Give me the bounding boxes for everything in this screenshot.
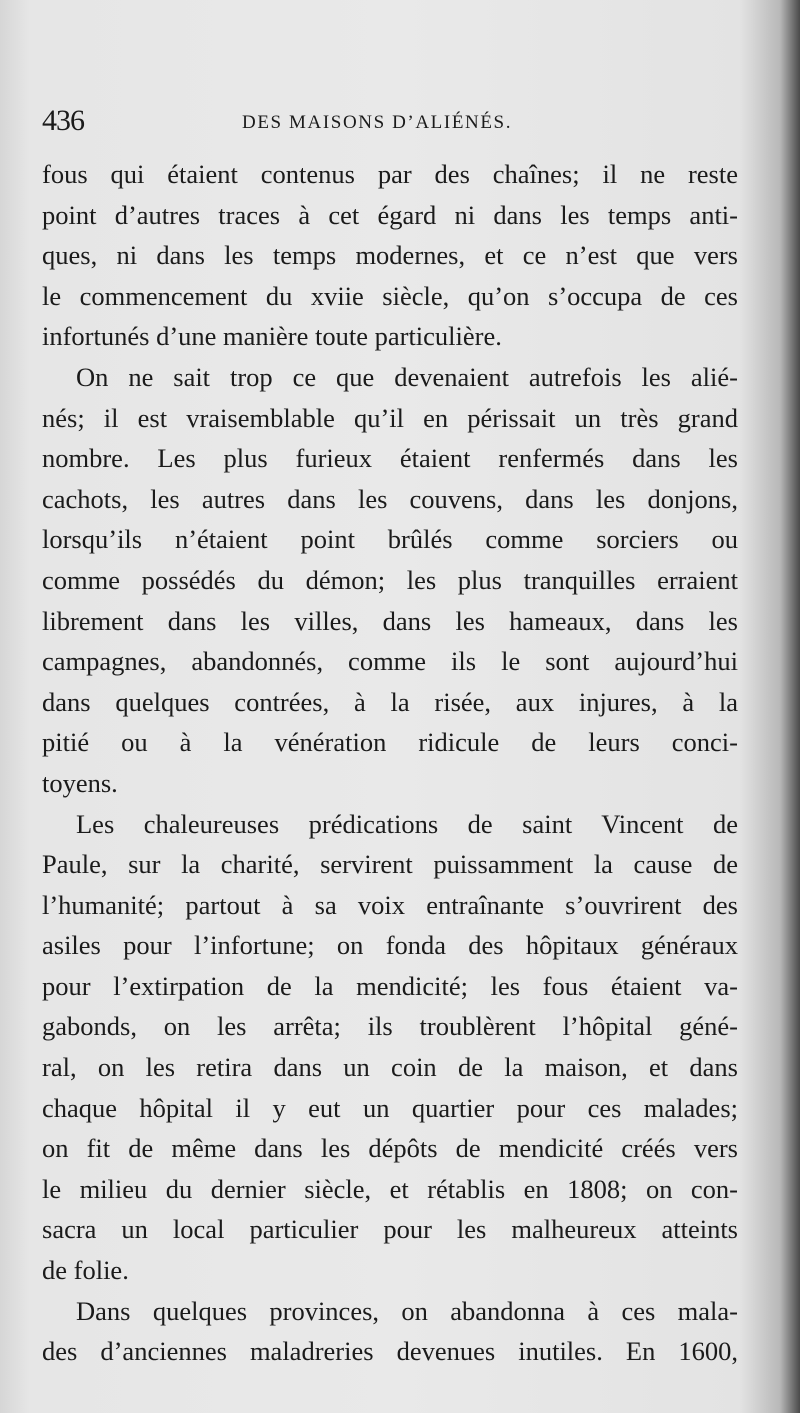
text-line: asiles pour l’infortune; on fonda des hôpitaux généraux <box>42 930 738 961</box>
text-line: Paule, sur la charité, servirent puissamment la cause de <box>42 849 738 880</box>
text-line: Les chaleureuses prédications de saint Vincent de <box>76 808 738 839</box>
text-line: de folie. <box>42 1255 129 1286</box>
text-line: point d’autres traces à cet égard ni dans les temps anti- <box>42 199 738 230</box>
text-line: cachots, les autres dans les couvens, dans les donjons, <box>42 483 738 514</box>
page-number: 436 <box>42 104 84 137</box>
text-line: pour l’extirpation de la mendicité; les fous étaient va- <box>42 970 738 1001</box>
text-line: campagnes, abandonnés, comme ils le sont aujourd’hui <box>42 646 738 677</box>
running-head: DES MAISONS D’ALIÉNÉS. <box>242 112 513 133</box>
text-line: chaque hôpital il y eut un quartier pour ces malades; <box>42 1092 738 1123</box>
text-line: On ne sait trop ce que devenaient autrefois les alié- <box>76 361 738 392</box>
text-line: infortunés d’une manière toute particulière. <box>42 321 502 352</box>
text-line: des d’anciennes maladreries devenues inutiles. En 1600, <box>42 1336 738 1367</box>
text-line: fous qui étaient contenus par des chaînes; il ne reste <box>42 159 738 189</box>
text-line: toyens. <box>42 767 118 798</box>
text-line: gabonds, on les arrêta; ils troublèrent l’hôpital géné- <box>42 1011 738 1042</box>
text-line: Dans quelques provinces, on abandonna à ces mala- <box>76 1295 738 1326</box>
text-line: nombre. Les plus furieux étaient renfermés dans les <box>42 443 738 474</box>
text-line: lorsqu’ils n’étaient point brûlés comme sorciers ou <box>42 524 738 555</box>
text-line: ques, ni dans les temps modernes, et ce n’est que vers <box>42 240 738 271</box>
text-line: on fit de même dans les dépôts de mendicité créés vers <box>42 1133 738 1164</box>
text-line: nés; il est vraisemblable qu’il en périssait un très grand <box>42 402 738 433</box>
text-line: librement dans les villes, dans les hameaux, dans les <box>42 605 738 636</box>
text-line: pitié ou à la vénération ridicule de leurs conci- <box>42 727 738 758</box>
text-line: comme possédés du démon; les plus tranquilles erraient <box>42 564 738 595</box>
body-text <box>42 154 738 1372</box>
text-line: ral, on les retira dans un coin de la maison, et dans <box>42 1052 738 1083</box>
text-line: sacra un local particulier pour les malheureux atteints <box>42 1214 738 1245</box>
text-line: le milieu du dernier siècle, et rétablis en 1808; on con- <box>42 1173 738 1204</box>
page-header <box>42 104 762 144</box>
text-line: dans quelques contrées, à la risée, aux injures, à la <box>42 686 738 717</box>
text-line: le commencement du xviie siècle, qu’on s’occupa de ces <box>42 280 738 311</box>
text-line: l’humanité; partout à sa voix entraînante s’ouvrirent des <box>42 889 738 920</box>
